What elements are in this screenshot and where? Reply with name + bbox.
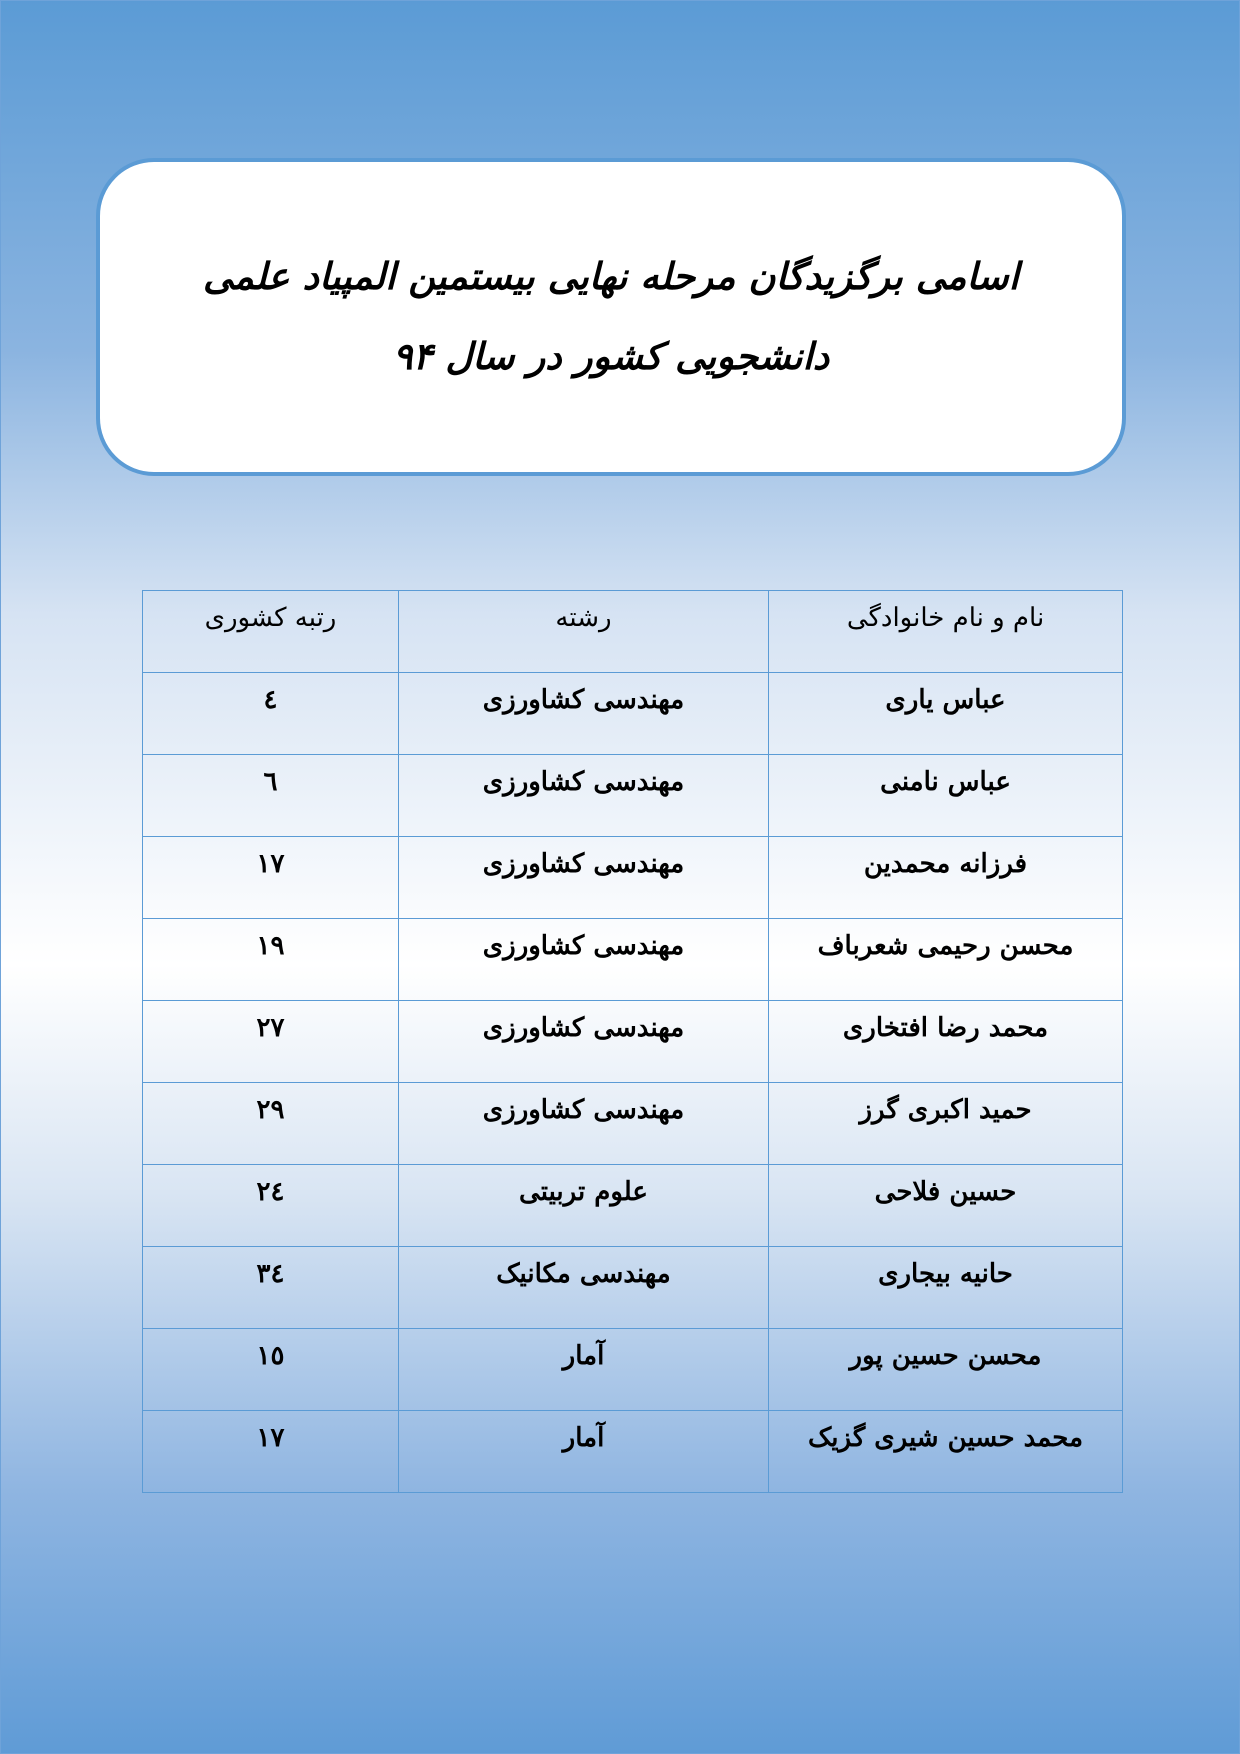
header-rank: رتبه کشوری	[143, 591, 399, 673]
cell-rank: ٣٤	[143, 1247, 399, 1329]
cell-rank: ١٥	[143, 1329, 399, 1411]
table-row	[143, 837, 1123, 919]
table-row	[143, 673, 1123, 755]
cell-name: محسن رحیمی شعرباف	[769, 919, 1123, 1001]
cell-name: فرزانه محمدین	[769, 837, 1123, 919]
cell-field: آمار	[399, 1329, 769, 1411]
header-name: نام و نام خانوادگی	[769, 591, 1123, 673]
cell-field: مهندسی کشاورزی	[399, 673, 769, 755]
table-row	[143, 1411, 1123, 1493]
cell-field: مهندسی کشاورزی	[399, 755, 769, 837]
cell-name: محسن حسین پور	[769, 1329, 1123, 1411]
cell-field: مهندسی کشاورزی	[399, 1083, 769, 1165]
table-row	[143, 1329, 1123, 1411]
cell-field: مهندسی کشاورزی	[399, 837, 769, 919]
cell-rank: ٤	[143, 673, 399, 755]
table-row	[143, 1083, 1123, 1165]
cell-name: عباس نامنی	[769, 755, 1123, 837]
document-title: اسامی برگزیدگان مرحله نهایی بیستمین المپیاد علمی دانشجویی کشور در سال ۹۴	[203, 255, 1019, 378]
cell-name: حمید اکبری گرز	[769, 1083, 1123, 1165]
cell-name: حسین فلاحی	[769, 1165, 1123, 1247]
title-box	[96, 158, 1126, 476]
table-row	[143, 755, 1123, 837]
cell-field: مهندسی کشاورزی	[399, 1001, 769, 1083]
cell-field: مهندسی کشاورزی	[399, 919, 769, 1001]
cell-name: محمد رضا افتخاری	[769, 1001, 1123, 1083]
cell-rank: ١٧	[143, 1411, 399, 1493]
winners-table	[142, 590, 1123, 1493]
cell-rank: ١٩	[143, 919, 399, 1001]
cell-field: علوم تربیتی	[399, 1165, 769, 1247]
cell-field: آمار	[399, 1411, 769, 1493]
table-row	[143, 1165, 1123, 1247]
cell-rank: ٦	[143, 755, 399, 837]
table-row	[143, 1247, 1123, 1329]
table-row	[143, 919, 1123, 1001]
cell-rank: ٢٤	[143, 1165, 399, 1247]
header-field: رشته	[399, 591, 769, 673]
cell-name: محمد حسین شیری گزیک	[769, 1411, 1123, 1493]
cell-rank: ١٧	[143, 837, 399, 919]
table-header-row	[143, 591, 1123, 673]
cell-field: مهندسی مکانیک	[399, 1247, 769, 1329]
cell-name: حانیه بیجاری	[769, 1247, 1123, 1329]
cell-rank: ٢٧	[143, 1001, 399, 1083]
table-row	[143, 1001, 1123, 1083]
cell-name: عباس یاری	[769, 673, 1123, 755]
cell-rank: ٢٩	[143, 1083, 399, 1165]
